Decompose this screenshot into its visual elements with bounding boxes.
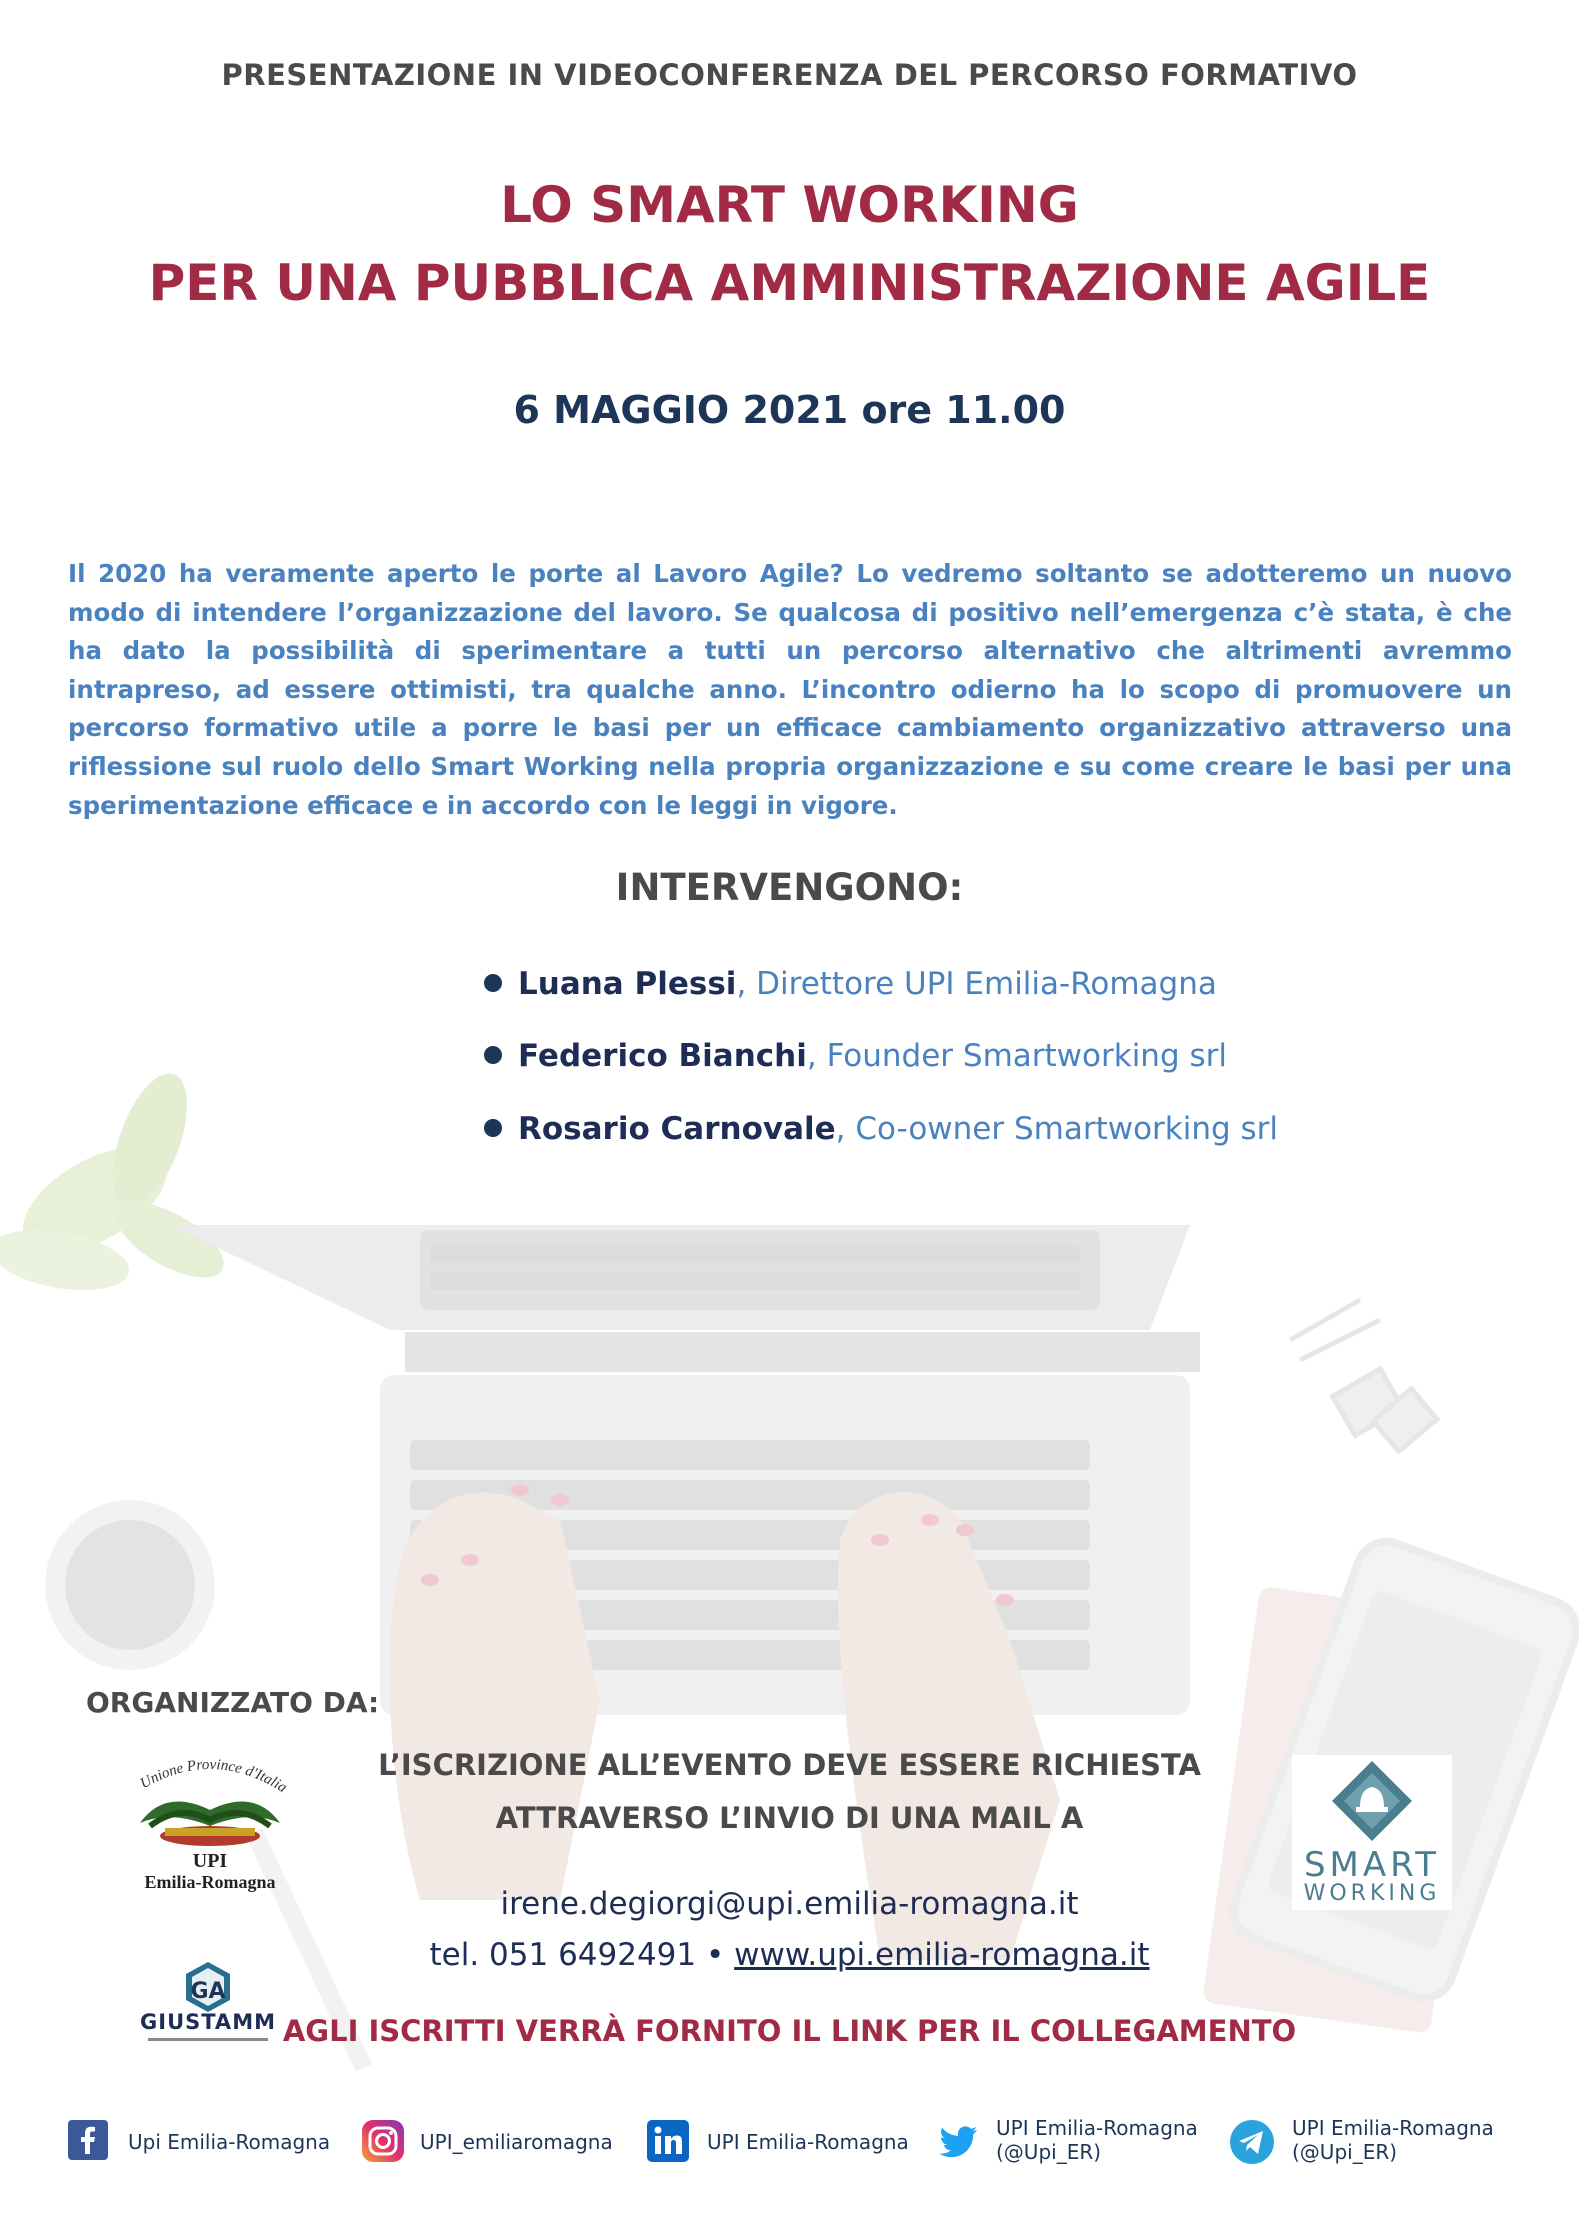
- registration-line2: ATTRAVERSO L’INVIO DI UNA MAIL A: [495, 1801, 1084, 1835]
- plant-illustration: [0, 1064, 235, 1300]
- speakers-heading: INTERVENGONO:: [615, 866, 964, 909]
- speaker-name: Luana Plessi: [518, 966, 737, 1002]
- event-type-subtitle: PRESENTAZIONE IN VIDEOCONFERENZA DEL PERCORSO FORMATIVO: [221, 58, 1358, 92]
- speaker-item: [484, 1111, 1278, 1147]
- bullet-icon: [484, 974, 502, 992]
- smart-label: SMART: [1303, 1845, 1441, 1885]
- social-label: UPI Emilia-Romagna: [707, 2130, 909, 2154]
- bullet-separator: •: [706, 1937, 725, 1973]
- bullet-icon: [484, 1046, 502, 1064]
- event-title-line1: LO SMART WORKING: [500, 176, 1079, 234]
- linkedin-icon: [647, 2120, 689, 2162]
- instagram-icon: [362, 2120, 404, 2162]
- speaker-item: [484, 966, 1217, 1002]
- upi-region: Emilia-Romagna: [144, 1872, 276, 1892]
- binder-clips-illustration: [1290, 1300, 1437, 1451]
- giustamm-name: GIUSTAMM: [140, 2010, 276, 2034]
- link-notice: AGLI ISCRITTI VERRÀ FORNITO IL LINK PER IL COLLEGAMENTO: [282, 2014, 1297, 2048]
- event-title-line2: PER UNA PUBBLICA AMMINISTRAZIONE AGILE: [148, 254, 1431, 312]
- facebook-icon: [68, 2120, 108, 2160]
- speaker-name: Rosario Carnovale: [518, 1111, 836, 1147]
- twitter-icon: [940, 2126, 978, 2160]
- social-label: Upi Emilia-Romagna: [128, 2130, 331, 2154]
- contact-line: [0, 1937, 1579, 1973]
- contact-tel[interactable]: tel. 051 6492491: [429, 1937, 697, 1973]
- smart-working-emblem-icon: [1292, 1755, 1452, 1845]
- bullet-icon: [484, 1119, 502, 1137]
- intro-paragraph: Il 2020 ha veramente aperto le porte al Lavoro Agile? Lo vedremo soltanto se adotteremo un nuovo modo di intendere l’organizzazione del lavoro. Se qualcosa di positivo nell’emergenza c’è stata, è che ha dato la possibilità di sperimentare a tutti un percorso alternativo che altrimenti avremmo intrapreso, ad essere ottimisti, tra qualche anno. L’incontro odierno ha lo scopo di promuovere un percorso formativo utile a porre le basi per un efficace cambiamento organizzativo attraverso una riflessione sul ruolo dello Smart Working nella propria organizzazione e su come creare le basi per una sperimentazione efficace e in accordo con le leggi in vigore.: [68, 559, 1512, 820]
- social-label: UPI_emiliaromagna: [420, 2130, 613, 2154]
- telegram-icon: [1230, 2120, 1274, 2164]
- speaker-role: , Direttore UPI Emilia-Romagna: [736, 966, 1217, 1002]
- speaker-role: , Co-owner Smartworking srl: [835, 1111, 1279, 1147]
- contact-email[interactable]: irene.degiorgi@upi.emilia-romagna.it: [500, 1886, 1079, 1922]
- speaker-item: [484, 1038, 1227, 1074]
- upi-arc-text: Unione Province d'Italia: [137, 1756, 290, 1797]
- upi-name: UPI: [192, 1850, 228, 1872]
- smart-working-logo: [1292, 1755, 1452, 1910]
- speaker-name: Federico Bianchi: [518, 1038, 807, 1074]
- coffee-mug-illustration: [45, 1500, 215, 1670]
- social-label: UPI Emilia-Romagna: [1292, 2116, 1494, 2140]
- social-handle: (@Upi_ER): [1292, 2140, 1398, 2164]
- speaker-role: , Founder Smartworking srl: [806, 1038, 1227, 1074]
- social-label: UPI Emilia-Romagna: [996, 2116, 1198, 2140]
- social-handle: (@Upi_ER): [996, 2140, 1102, 2164]
- svg-text:GA: GA: [190, 1979, 226, 2004]
- organizers-label: ORGANIZZATO DA:: [86, 1686, 380, 1719]
- registration-line1: L’ISCRIZIONE ALL’EVENTO DEVE ESSERE RICHIESTA: [378, 1748, 1201, 1782]
- event-date: 6 MAGGIO 2021 ore 11.00: [513, 388, 1066, 432]
- working-label: WORKING: [1303, 1881, 1441, 1906]
- website-link[interactable]: www.upi.emilia-romagna.it: [734, 1937, 1150, 1973]
